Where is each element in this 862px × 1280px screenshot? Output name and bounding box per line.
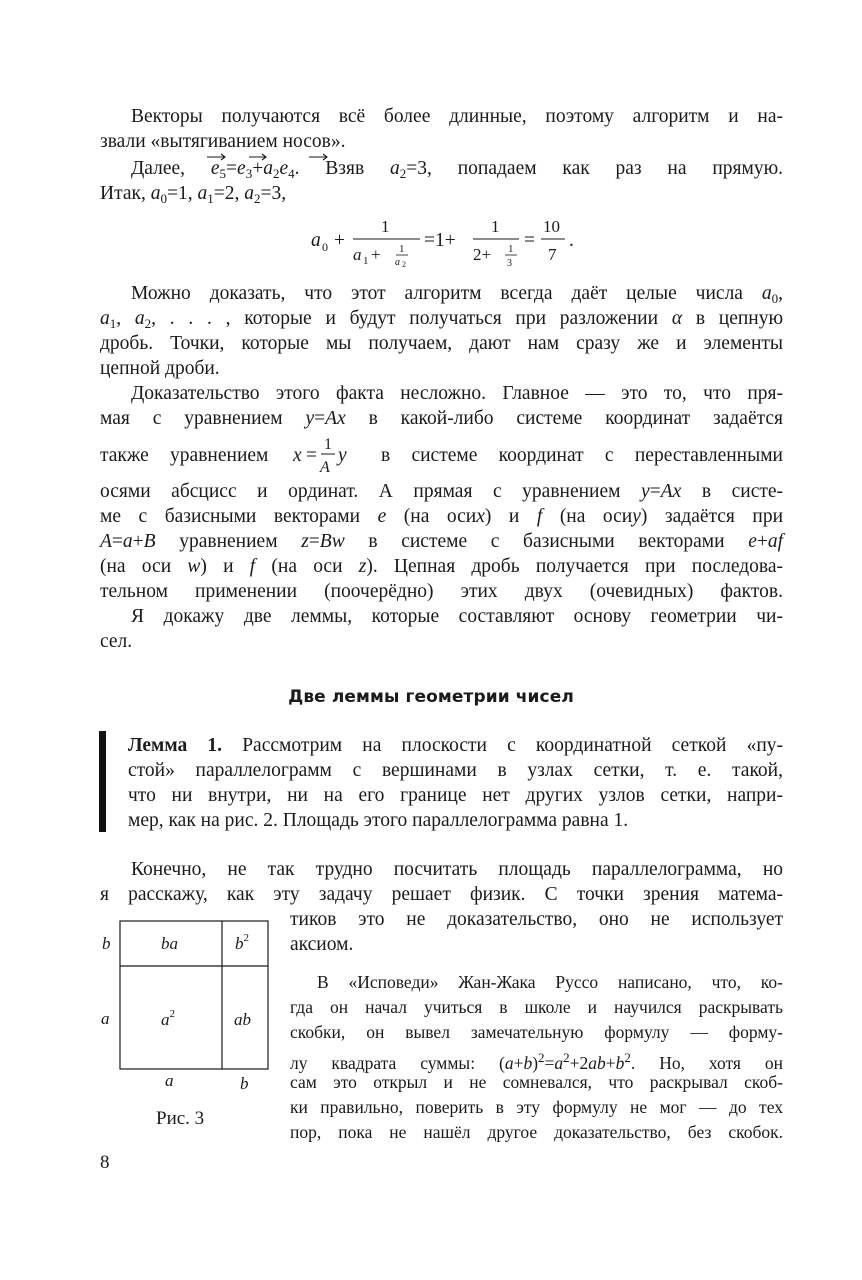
svg-text:7: 7 (548, 245, 557, 264)
text-span: ) и (484, 506, 520, 527)
cell-a2-base: a (161, 1010, 170, 1029)
svg-text:a: a (311, 230, 321, 251)
text-span: (на оси (100, 556, 172, 577)
svg-text:=1+: =1+ (424, 230, 456, 251)
section-title: Две леммы геометрии чисел (288, 687, 574, 707)
side-label-b-bottom: b (240, 1074, 249, 1093)
rousseau-line-2 (290, 995, 783, 1020)
text-span: ) задаётся при (640, 506, 784, 527)
svg-text:10: 10 (543, 217, 560, 236)
svg-text:+: + (334, 230, 345, 251)
text-span: Конечно, не так трудно посчитать площадь параллелограмма, но (131, 859, 783, 880)
text-span: Доказательство этого факта несложно. Главное — это то, что пря- (131, 383, 783, 404)
svg-text:2: 2 (402, 260, 406, 269)
svg-text:1: 1 (491, 217, 500, 236)
text-span: что ни внутри, ни на его границе нет других узлов сетки, напри- (128, 785, 783, 806)
text-span: дробь. Точки, которые мы получаем, дают нам сразу же и элементы (100, 333, 783, 354)
p4-line-1 (100, 381, 783, 406)
math-a2-eq-3: $a_2=3$, (390, 158, 432, 181)
text-span: Векторы получаются всё более длинные, поэтому алгоритм и на- (131, 106, 783, 127)
text-span: Но, хотя он (659, 1053, 784, 1073)
lemma-line-2 (128, 758, 783, 783)
text-span: гда он начал учиться в школе и научился раскрывать (290, 997, 783, 1017)
text-span: в какой-либо системе координат задаётся (368, 408, 784, 429)
after-line-2 (100, 882, 783, 907)
text-span: лу квадрата суммы: (290, 1053, 476, 1073)
math-y-eq-Ax-2: y=Ax (641, 481, 682, 502)
text-span: осями абсцисс и ординат. А прямая с уравнением (100, 481, 621, 502)
after-line-4 (290, 932, 783, 957)
svg-text:0: 0 (322, 240, 328, 254)
svg-text:3: 3 (507, 258, 512, 269)
rousseau-line-1 (290, 970, 783, 995)
lemma-margin-bar (99, 731, 106, 832)
svg-text:a: a (353, 245, 362, 264)
text-span: мер, как на рис. 2. Площадь этого параллелограмма равна 1. (128, 810, 629, 831)
math-x-eq-fraction (290, 430, 370, 480)
text-span: сел. (100, 631, 133, 652)
text-span: Далее, (131, 158, 186, 179)
text-span: Я докажу две леммы, которые составляют основу геометрии чи- (131, 606, 783, 627)
text-span: ) и (200, 556, 234, 577)
text-span: тельном применении (поочерёдно) этих двух (очевидных) фактов. (100, 581, 783, 602)
page-number: 8 (100, 1152, 110, 1173)
math-coefficients: $a_0=1$, $a_1=2$, $a_2=3$, (150, 183, 287, 206)
svg-text:1: 1 (381, 217, 390, 236)
svg-text:1: 1 (324, 436, 332, 453)
p3-line-4 (100, 356, 783, 381)
p2-line-2 (100, 181, 783, 211)
math-a0: $a_0$, (761, 283, 784, 306)
text-span: скобки, он вывел замечательную формулу — форму- (290, 1022, 783, 1042)
p4-line-4 (100, 479, 783, 504)
text-span: аксиом. (290, 934, 354, 955)
text-span: пор, пока не нашёл другое доказательство, без скобок. (290, 1122, 783, 1142)
svg-text:y: y (338, 445, 347, 466)
after-line-1 (100, 857, 783, 882)
vector-arrows (0, 150, 862, 180)
continued-fraction-formula (305, 212, 605, 272)
text-span: в системе координат с переставленными (380, 445, 783, 466)
text-span: уравнением (179, 531, 278, 552)
text-span: (на оси (403, 506, 477, 527)
svg-text:x: x (293, 445, 302, 466)
math-square-of-sum: $(a+b)^2=a^2+2ab+b^2$. (499, 1050, 636, 1073)
text-span: которые и будут получаться при разложении (244, 308, 659, 329)
vector-equation: $e_5=e_3+a_2e_4$. (210, 158, 300, 181)
text-span: ). Цепная дробь получается при последова- (366, 556, 784, 577)
cell-b2-base: b (235, 934, 244, 953)
text-span: звали «вытягиванием носов». (100, 131, 346, 152)
text-span: стой» параллелограмм с вершинами в узлах сетки, т. е. такой, (128, 760, 783, 781)
math-y-eq-Ax: y=Ax (305, 408, 346, 429)
p3-line-3 (100, 331, 783, 356)
p4-line-7: (на оси w) и f (на оси z). Цепная дробь получается при последова- (100, 556, 784, 577)
math-A-eq: A=a+B (100, 531, 156, 552)
text-span: сам это открыл и не сомневался, что раскрывал скоб- (290, 1072, 783, 1092)
svg-text:.: . (569, 230, 574, 251)
side-label-a-left: a (101, 1009, 110, 1028)
text-span: В «Исповеди» Жан-Жака Руссо написано, что, ко- (317, 972, 783, 992)
text-span: ме с базисными векторами (100, 506, 361, 527)
text-span: цепной дроби. (100, 358, 220, 379)
p4-line-3 (100, 443, 783, 468)
p4-line-5: ме с базисными векторами e (на осиx) и f (на осиy) задаётся при (100, 506, 784, 527)
math-alpha: α (671, 308, 683, 329)
lemma-line-4 (128, 808, 783, 833)
svg-text:=: = (306, 445, 317, 466)
svg-text:=: = (524, 230, 535, 251)
rousseau-line-6 (290, 1095, 783, 1120)
math-a1-a2: $a_1$, $a_2$, . . . , (100, 308, 231, 331)
svg-text:1: 1 (508, 243, 514, 255)
rousseau-line-5 (290, 1070, 783, 1095)
figure-caption: Рис. 3 (156, 1108, 205, 1129)
text-span: мая с уравнением (100, 408, 283, 429)
text-span: Рассмотрим на плоскости с координатной сеткой «пу- (242, 735, 784, 756)
math-e-plus-af: e+af (748, 531, 784, 552)
svg-text:+: + (371, 245, 381, 264)
text-span: тиков это не доказательство, оно не использует (290, 909, 783, 930)
figure-3-square-diagram (95, 915, 295, 1095)
text-span: ки правильно, поверить в эту формулу не мог — до тех (290, 1097, 783, 1117)
text-span: Взяв (325, 158, 365, 179)
text-span: Можно доказать, что этот алгоритм всегда даёт целые числа (131, 283, 743, 304)
cell-b2-label: $b^2$ (235, 932, 249, 953)
svg-text:A: A (320, 459, 330, 476)
rousseau-line-3 (290, 1020, 783, 1045)
cell-ab-label: ab (234, 1010, 251, 1029)
p1-line-1 (100, 104, 783, 129)
svg-text:a: a (395, 257, 400, 268)
text-span: Итак, (100, 183, 146, 204)
cell-a2-label: $a^2$ (161, 1008, 175, 1029)
p4-line-6 (100, 529, 783, 554)
rousseau-line-7 (290, 1120, 783, 1145)
svg-text:2+: 2+ (473, 245, 492, 264)
p4-line-8 (100, 579, 783, 604)
p4-line-2 (100, 406, 783, 431)
text-span: в систе- (701, 481, 784, 502)
p5-line-1 (100, 604, 783, 629)
svg-text:1: 1 (363, 255, 369, 267)
cell-ba-label: ba (161, 934, 178, 953)
lemma-line-3 (128, 783, 783, 808)
svg-text:1: 1 (399, 243, 405, 255)
text-span: я расскажу, как эту задачу решает физик. С точки зрения матема- (100, 884, 783, 905)
math-z-eq-Bw: z=Bw (301, 531, 345, 552)
text-span: (на оси (271, 556, 343, 577)
text-span: также уравнением (100, 445, 269, 466)
text-span: в цепную (695, 308, 784, 329)
side-label-b-left: b (102, 934, 111, 953)
lemma-label: Лемма 1. (128, 735, 223, 756)
lemma-line-1 (128, 733, 783, 758)
p5-line-2 (100, 629, 783, 654)
text-span: попадаем как раз на прямую. (457, 158, 784, 179)
text-span: (на оси (559, 506, 633, 527)
text-span: в системе с базисными векторами (368, 531, 725, 552)
side-label-a-bottom: a (165, 1071, 174, 1090)
after-line-3 (290, 907, 783, 932)
